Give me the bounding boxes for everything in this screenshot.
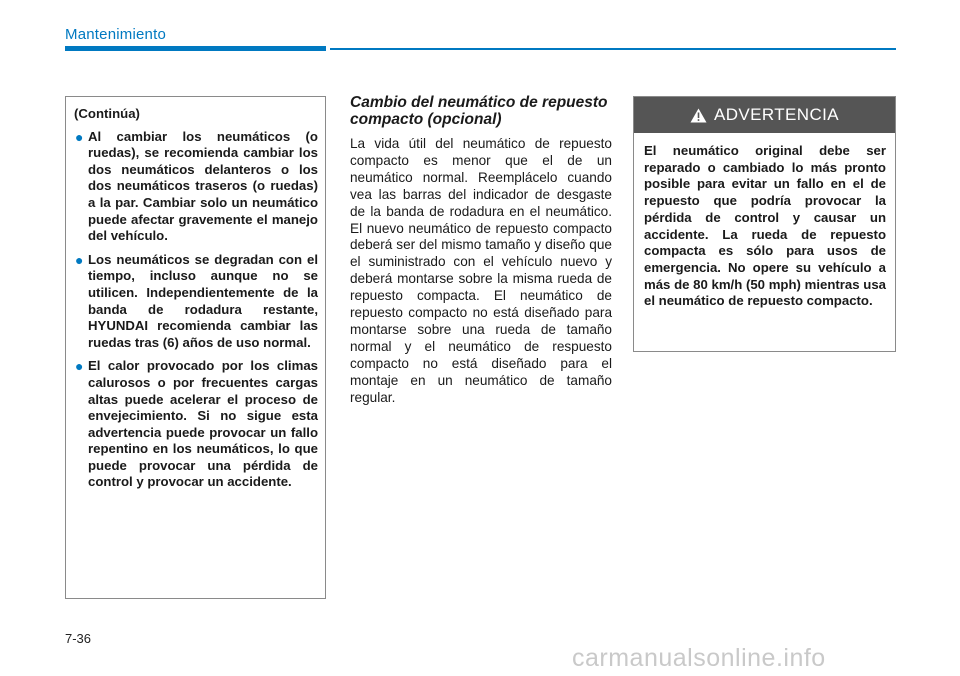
warning-header [634, 97, 895, 133]
bullet-text: Al cambiar los neumáticos (o ruedas), se recomienda cambiar los dos neumáticos delanteros o los dos neumáticos traseros (o ruedas) a la par. Cambiar solo un neumático puede afectar gravemente el manejo del vehículo. [88, 128, 318, 244]
list-item [74, 252, 318, 352]
section-title: Mantenimiento [65, 26, 166, 43]
list-item [74, 358, 318, 491]
warning-box [633, 96, 896, 352]
warning-text: El neumático original debe ser reparado o cambiado lo más pronto posible para evitar un fallo en el de repuesto que podría provocar la pérdida de control y causar un accidente. La rueda de repuesto compacta es sólo para usos de emergencia. No opere su vehículo a más de 80 km/h (50 mph) mientras usa el neumático de repuesto compacto. [644, 143, 886, 309]
bullet-icon: ● [75, 128, 84, 145]
bullet-icon: ● [75, 358, 84, 375]
section-body: La vida útil del neumático de repuesto compacto es menor que el de un neumático normal. Reemplácelo cuando vea las barras del indicador de desgaste de la banda de rodadura en el neumático. El nuevo neumático de repuesto compacto deberá ser del mismo tamaño y diseño que el suministrado con el vehículo nuevo y deberá montarse sobre la misma rueda de repuesto compacta. El neumático de repuesto compacto no está diseñado para montarse sobre una rueda de tamaño normal y el neumático de respuesto compacto no está diseñado para el montaje en un neumático de tamaño regular. [350, 136, 612, 405]
list-item [74, 129, 318, 245]
section-heading: Cambio del neumático de repuesto compacto (opcional) [350, 94, 608, 128]
bullet-text: Los neumáticos se degradan con el tiempo, incluso aunque no se utilicen. Independientemente de la banda de rodadura restante, HYUNDAI recomienda cambiar las ruedas tras (6) años de uso normal. [88, 251, 318, 350]
watermark: carmanualsonline.info [572, 644, 826, 672]
header-rule-thin [330, 48, 896, 50]
continued-warning-box [65, 96, 326, 599]
bullet-text: El calor provocado por los climas calurosos o por frecuentes cargas altas puede acelerar el proceso de envejecimiento. Si no sigue esta advertencia puede provocar un fallo repentino en los neumáticos, lo que puede provocar una pérdida de control y provocar un accidente. [88, 358, 318, 490]
spare-tire-section [350, 94, 612, 407]
warning-triangle-icon [690, 108, 707, 123]
continued-label: (Continúa) [74, 106, 140, 121]
header-rule-thick [65, 46, 326, 51]
bullet-icon: ● [75, 251, 84, 268]
warning-title: ADVERTENCIA [713, 105, 839, 124]
page-number: 7-36 [65, 631, 92, 646]
